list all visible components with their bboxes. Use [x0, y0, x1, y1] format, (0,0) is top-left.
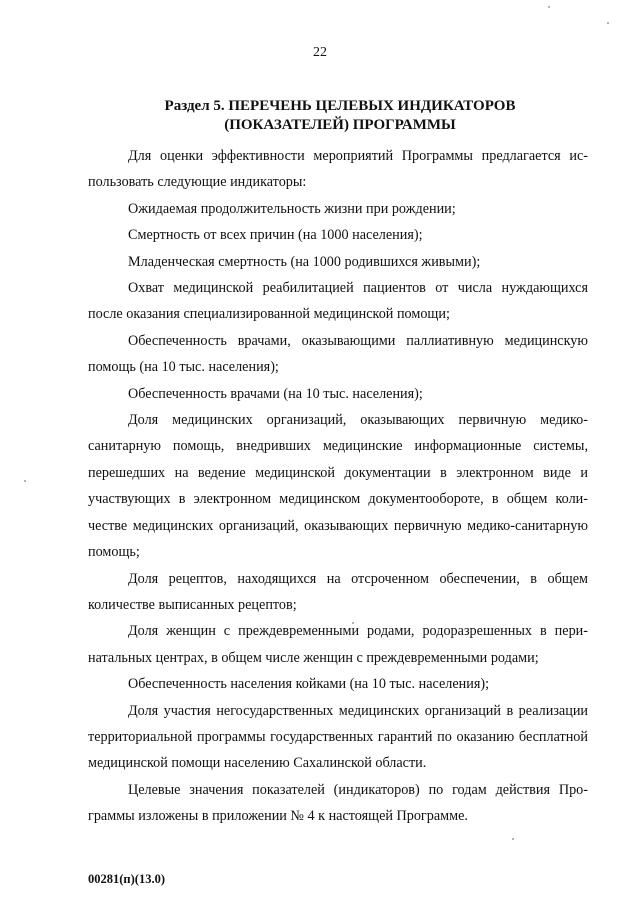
paragraph-intro: Для оценки эффективности мероприятий Программы предлагается использовать следующие индикаторы:: [88, 148, 588, 191]
scan-speck: [24, 480, 26, 482]
indicator-infant-mortality: Младенческая смертность (на 1000 родившихся живыми);: [128, 253, 481, 270]
indicator-deferred-prescriptions: Доля рецептов, находящихся на отсроченном обеспечении, в общем количестве выписанных рецептов;: [88, 570, 588, 613]
indicator-premature-births: Доля женщин с преждевременными родами, родоразрешенных в перинатальных центрах, в общем числе женщин с преждевременными родами;: [88, 623, 588, 666]
section-title: [100, 97, 580, 135]
paragraph-target-values: Целевые значения показателей (индикаторов) по годам действия Программы изложены в приложении № 4 к настоящей Программе.: [88, 781, 588, 825]
section-body: [88, 143, 588, 830]
page-number: 22: [313, 45, 327, 60]
indicator-non-state-organizations: Доля участия негосударственных медицинских организаций в реализации территориальной программы государственных гарантий по оказанию бесплатной медицинской помощи населению Сахалинской области.: [88, 702, 588, 772]
document-code: 00281(п)(13.0): [88, 872, 165, 886]
indicator-hospital-beds: Обеспеченность населения койками (на 10 тыс. населения);: [128, 676, 490, 693]
scan-speck: [512, 838, 514, 840]
indicator-palliative-doctors: Обеспеченность врачами, оказывающими паллиативную медицинскую помощь (на 10 тыс. населения);: [88, 332, 588, 376]
indicator-mortality: Смертность от всех причин (на 1000 населения);: [128, 227, 423, 244]
scan-speck: [607, 22, 609, 24]
indicator-doctors-supply: Обеспеченность врачами (на 10 тыс. населения);: [128, 385, 423, 402]
indicator-life-expectancy: Ожидаемая продолжительность жизни при рождении;: [128, 200, 456, 217]
scan-speck: [548, 6, 550, 8]
section-title-line-1: Раздел 5. ПЕРЕЧЕНЬ ЦЕЛЕВЫХ ИНДИКАТОРОВ: [164, 98, 516, 114]
indicator-rehabilitation-coverage: Охват медицинской реабилитацией пациентов от числа нуждающихся после оказания специализированной медицинской помощи;: [88, 280, 588, 323]
section-title-line-2: (ПОКАЗАТЕЛЕЙ) ПРОГРАММЫ: [224, 117, 456, 133]
indicator-medical-info-systems: Доля медицинских организаций, оказывающих первичную медико-санитарную помощь, внедривших медицинские информационные системы, перешедших на ведение медицинской документации в электронном виде и участвующих в электронном медицинском документообороте, в общем количестве медицинских организаций, оказывающих первичную медико-санитарную помощь;: [88, 412, 588, 561]
